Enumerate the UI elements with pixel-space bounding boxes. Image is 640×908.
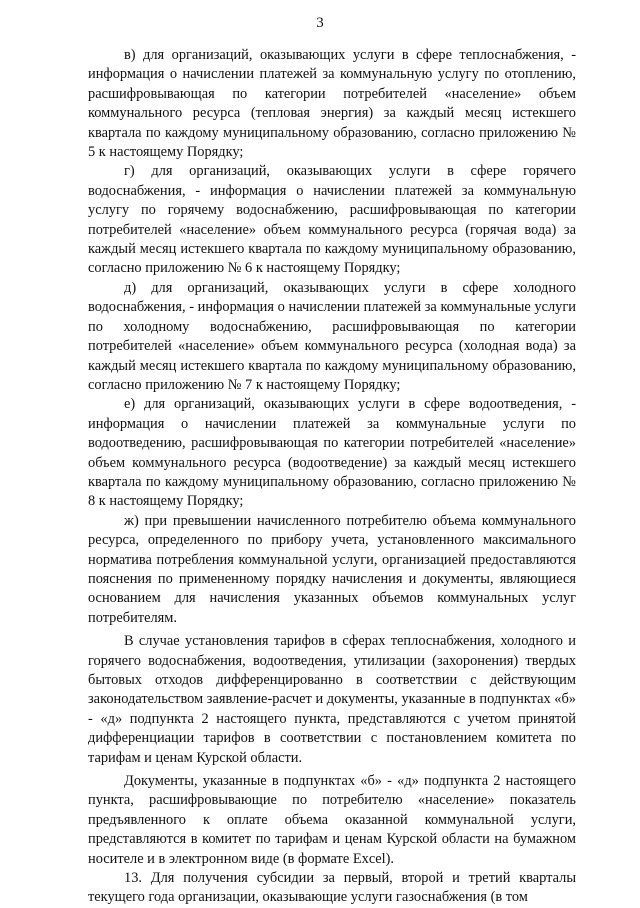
paragraph-section-13: 13. Для получения субсидии за первый, второй и третий кварталы текущего года организации, оказывающие услуги газоснабжения (в том bbox=[88, 870, 576, 906]
paragraph-item-d: д) для организаций, оказывающих услуги в сфере холодного водоснабжения, - информация о начислении платежей за коммунальные услуги по холодному водоснабжению, расшифровывающая по категории потребителей «население» объем коммунального ресурса (холодная вода) за каждый месяц истекшего квартала по каждому муниципальному образованию, согласно приложению № 7 к настоящему Порядку; bbox=[88, 279, 576, 393]
paragraph-item-v: в) для организаций, оказывающих услуги в сфере теплоснабжения, - информация о начислении платежей за коммунальную услугу по отоплению, расшифровывающая по категории потребителей «население» объем коммунального ресурса (тепловая энергия) за каждый месяц истекшего квартала по каждому муниципальному образованию, согласно приложению № 5 к настоящему Порядку; bbox=[88, 47, 576, 161]
paragraph-item-zh: ж) при превышении начисленного потребителю объема коммунального ресурса, определенного по прибору учета, установленного максимального норматива потребления коммунальной услуги, организацией предоставляются пояснения по примененному порядку начисления и документы, являющиеся основанием для начисления указанных объемов коммунальных услуг потребителям. bbox=[88, 512, 576, 626]
paragraph-tariff-differentiation: В случае установления тарифов в сферах теплоснабжения, холодного и горячего водоснабжения, водоотведения, утилизации (захоронения) твердых бытовых отходов дифференцированно в соответствии с действующим законодательством заявление-расчет и документы, указанные в подпунктах «б» - «д» подпункта 2 настоящего пункта, представляются с учетом принятой дифференциации тарифов в соответствии с постановлением комитета по тарифам и ценам Курской области. bbox=[88, 633, 576, 766]
document-body bbox=[88, 46, 576, 908]
paragraph-item-g: г) для организаций, оказывающих услуги в сфере горячего водоснабжения, - информация о начислении платежей за коммунальную услугу по горячему водоснабжению, расшифровывающая по категории потребителей «население» объем коммунального ресурса (горячая вода) за каждый месяц истекшего квартала по каждому муниципальному образованию, согласно приложению № 6 к настоящему Порядку; bbox=[88, 163, 576, 277]
paragraph-item-e: е) для организаций, оказывающих услуги в сфере водоотведения, - информация о начислении платежей за коммунальные услуги по водоотведению, расшифровывающая по категории потребителей «население» объем коммунального ресурса (водоотведение) за каждый месяц истекшего квартала по каждому муниципальному образованию, согласно приложению № 8 к настоящему Порядку; bbox=[88, 396, 576, 510]
page-number: 3 bbox=[316, 15, 324, 31]
paragraph-documents-submission: Документы, указанные в подпунктах «б» - «д» подпункта 2 настоящего пункта, расшифровывающие по потребителю «население» показатель предъявленного к оплате объема оказанной коммунальной услуги, представляются в комитет по тарифам и ценам Курской области на бумажном носителе и в электронном виде (в формате Excel). bbox=[88, 773, 576, 867]
